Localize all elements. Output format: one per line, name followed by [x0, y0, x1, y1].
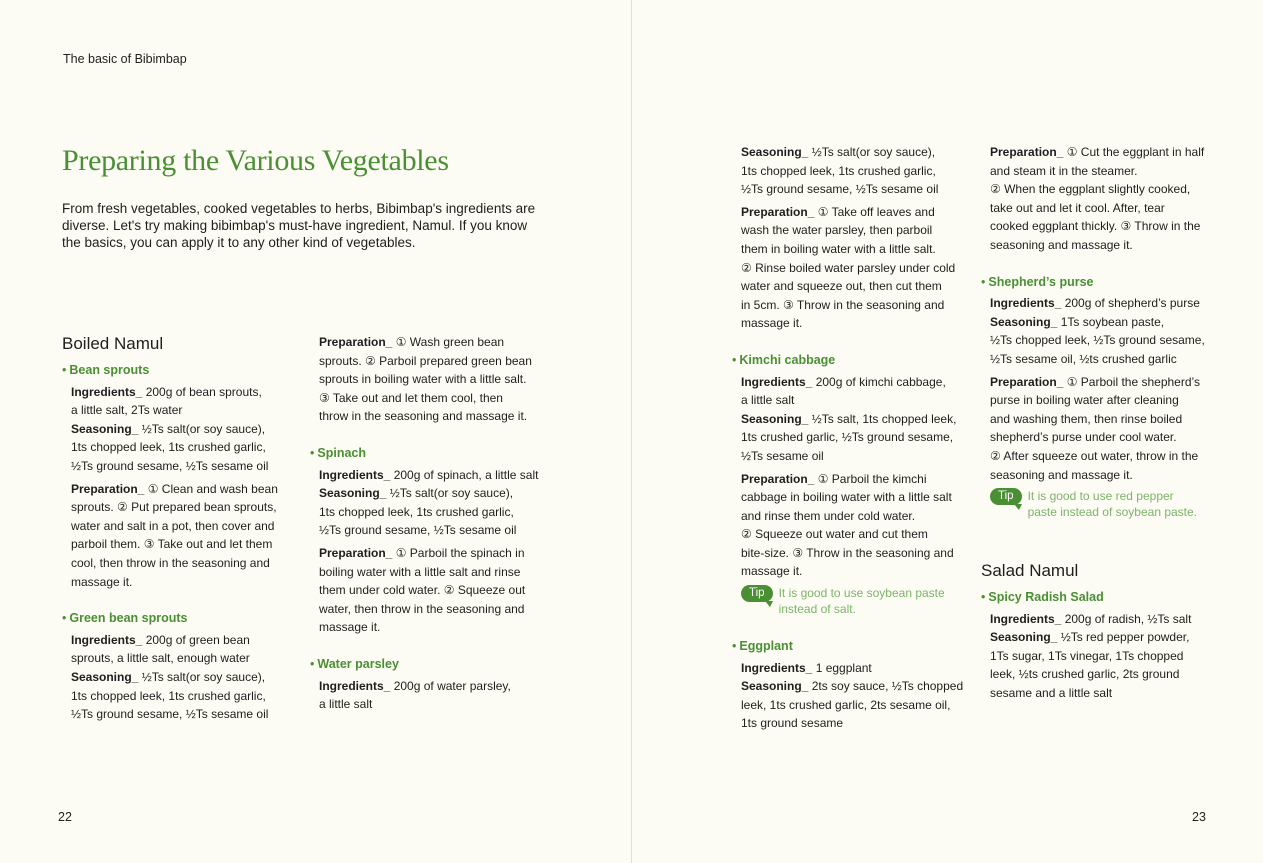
tip-badge: Tip	[990, 488, 1022, 505]
kimchi-cabbage-preparation: Preparation_ ① Parboil the kimchi cabbage in boiling water with a little salt and rinse them under cold water. ② Squeeze out water and cut them bite-size. ③ Throw in the seasoning and massage it.	[741, 471, 954, 579]
item-title-green-bean-sprouts: • Green bean sprouts	[62, 611, 188, 626]
left-page	[0, 0, 631, 863]
green-bean-sprouts-seasoning: Seasoning_ ½Ts salt(or soy sauce), 1ts chopped leek, 1ts crushed garlic, ½Ts ground sesame, ½Ts sesame oil	[71, 669, 269, 722]
bullet-icon: •	[62, 363, 67, 377]
spicy-radish-ingredients: Ingredients_ 200g of radish, ½Ts salt	[990, 611, 1192, 626]
item-title-spinach: • Spinach	[310, 445, 367, 460]
spinach-ingredients: Ingredients_ 200g of spinach, a little salt	[319, 467, 539, 482]
tip-shepherds-purse	[981, 488, 1221, 520]
kimchi-cabbage-seasoning: Seasoning_ ½Ts salt, 1ts chopped leek, 1ts crushed garlic, ½Ts ground sesame, ½Ts sesame oil	[741, 411, 957, 463]
shepherds-purse-seasoning: Seasoning_ 1Ts soybean paste, ½Ts chopped leek, ½Ts ground sesame, ½Ts sesame oil, ½ts crushed garlic	[990, 314, 1205, 366]
intro-paragraph: From fresh vegetables, cooked vegetables to herbs, Bibimbap's ingredients are diverse. Let's try making bibimbap's must-have ingredient, Namul. If you know the basics, you can apply it to any other kind of vegetables.	[62, 201, 536, 250]
bullet-icon: •	[732, 352, 737, 367]
item-title-bean-sprouts: • Bean sprouts	[62, 363, 150, 377]
tip-badge: Tip	[741, 585, 773, 602]
eggplant-preparation: Preparation_ ① Cut the eggplant in half and steam it in the steamer. ② When the eggplant slightly cooked, take out and let it cool. After, tear cooked eggplant thickly. ③ Throw in the seasoning and massage it.	[990, 145, 1205, 252]
bean-sprouts-seasoning: Seasoning_ ½Ts salt(or soy sauce), 1ts chopped leek, 1ts crushed garlic, ½Ts ground sesame, ½Ts sesame oil	[71, 421, 269, 473]
item-title-water-parsley: • Water parsley	[310, 656, 399, 671]
shepherds-purse-preparation: Preparation_ ① Parboil the shepherd’s purse in boiling water after cleaning and washing them, then rinse boiled shepherd’s purse under cool water. ② After squeeze out water, throw in the seasoning and massage it.	[990, 374, 1200, 482]
bullet-icon: •	[981, 274, 986, 289]
page-number-left: 22	[58, 810, 72, 824]
column-4	[981, 143, 1221, 707]
bean-sprouts-ingredients: Ingredients_ 200g of bean sprouts, a little salt, 2Ts water	[71, 384, 262, 418]
item-title-shepherds-purse: • Shepherd’s purse	[981, 274, 1094, 289]
tip-kimchi-cabbage	[732, 585, 967, 617]
bullet-icon: •	[310, 656, 315, 671]
column-2	[310, 333, 550, 718]
item-title-kimchi-cabbage: • Kimchi cabbage	[732, 352, 836, 367]
running-head: The basic of Bibimbap	[63, 52, 187, 66]
kimchi-cabbage-ingredients: Ingredients_ 200g of kimchi cabbage, a little salt	[741, 374, 946, 408]
spinach-seasoning: Seasoning_ ½Ts salt(or soy sauce), 1ts chopped leek, 1ts crushed garlic, ½Ts ground sesame, ½Ts sesame oil	[319, 486, 517, 538]
right-page	[632, 0, 1263, 863]
item-title-eggplant: • Eggplant	[732, 639, 793, 654]
column-3	[732, 143, 967, 737]
spinach-preparation: Preparation_ ① Parboil the spinach in boiling water with a little salt and rinse them under cold water. ② Squeeze out water, then throw in the seasoning and massage it.	[319, 545, 526, 635]
tip-text: It is good to use soybean paste instead of salt.	[778, 586, 945, 617]
section-heading-boiled-namul: Boiled Namul	[62, 334, 164, 353]
eggplant-ingredients: Ingredients_ 1 eggplant	[741, 660, 872, 675]
column-1	[62, 333, 292, 728]
page-number-right: 23	[1192, 810, 1206, 824]
bullet-icon: •	[62, 611, 67, 626]
shepherds-purse-ingredients: Ingredients_ 200g of shepherd’s purse	[990, 296, 1200, 311]
page-title: Preparing the Various Vegetables	[62, 144, 449, 177]
green-bean-sprouts-ingredients: Ingredients_ 200g of green bean sprouts, a little salt, enough water	[71, 632, 250, 666]
item-title-spicy-radish-salad: • Spicy Radish Salad	[981, 590, 1104, 605]
bullet-icon: •	[981, 590, 986, 605]
water-parsley-seasoning: Seasoning_ ½Ts salt(or soy sauce), 1ts chopped leek, 1ts crushed garlic, ½Ts ground sesame, ½Ts sesame oil	[741, 145, 939, 197]
bean-sprouts-preparation: Preparation_ ① Clean and wash bean sprouts. ② Put prepared bean sprouts, water and salt in a pot, then cover and parboil them. ③ Take out and let them cool, then throw in the seasoning and massage it.	[71, 481, 278, 589]
bullet-icon: •	[310, 445, 315, 460]
water-parsley-ingredients: Ingredients_ 200g of water parsley, a little salt	[319, 678, 511, 712]
tip-text: It is good to use red pepper paste instead of soybean paste.	[1027, 489, 1198, 520]
spicy-radish-seasoning: Seasoning_ ½Ts red pepper powder, 1Ts sugar, 1Ts vinegar, 1Ts chopped leek, ½ts crushed garlic, 2ts ground sesame and a little salt	[990, 630, 1190, 701]
section-heading-salad-namul: Salad Namul	[981, 561, 1079, 581]
water-parsley-preparation: Preparation_ ① Take off leaves and wash the water parsley, then parboil them in boiling water with a little salt. ② Rinse boiled water parsley under cold water and squeeze out, then cut them in 5cm. ③ Throw in the seasoning and massage it.	[741, 204, 956, 331]
eggplant-seasoning: Seasoning_ 2ts soy sauce, ½Ts chopped leek, 1ts crushed garlic, 2ts sesame oil, 1ts ground sesame	[741, 679, 964, 731]
bullet-icon: •	[732, 639, 737, 654]
green-bean-sprouts-preparation: Preparation_ ① Wash green bean sprouts. ② Parboil prepared green bean sprouts in boiling water with a little salt. ③ Take out and let them cool, then throw in the seasoning and massage it.	[319, 335, 532, 424]
